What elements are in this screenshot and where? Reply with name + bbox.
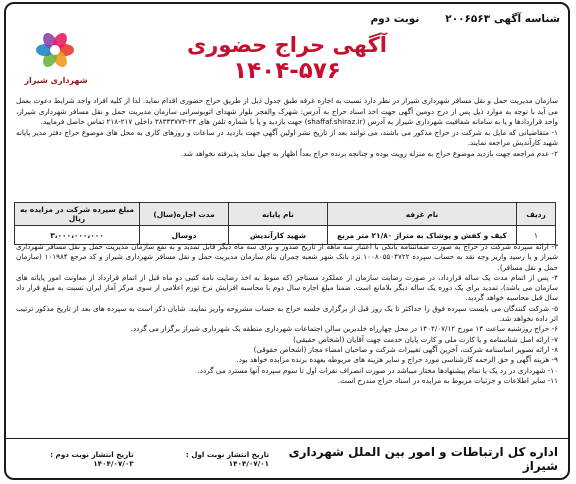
pre-item-1: ۱- متقاضیانی که مایل به شرکت در حراج مذکور می باشند، می توانند بعد از تاریخ نشر اولین آگهی جهت بازدید در ساعات و روزهای کاری به محل های موضوع حراج دفتر مدیر پایانه شهید کارآندیش مراجعه نمایند. <box>16 127 558 148</box>
notice-terms <box>16 242 558 386</box>
table-header-cell: ردیف <box>517 203 556 226</box>
table-header-cell: نام غرفه <box>328 203 517 226</box>
table-cell: شهید کارآندیش <box>229 226 328 245</box>
term-item: ۵- شرکت کنندگان می بایست سپرده فوق را حداکثر تا یک روز قبل از برگزاری جلسه حراج به حساب مشروحه واریز نمایند. شایان ذکر است به سپرده های بعد از تاریخ مذکور ترتیب اثر داده نخواهد شد. <box>16 303 558 324</box>
term-item: ۴- پس از اتمام مدت یک ساله قرارداد، در صورت رضایت سازمان از عملکرد مستاجر (که منوط به اخذ رضایت نامه کتبی دو ماه قبل از اتمام قرارداد از معاونت امور پایانه های سازمان می باشد)، تمدید برای یک دوره یک ساله دیگر بلامانع است. ضمنا مبلغ اجاره سال دوم با محاسبه افزایش نرخ تورم اعلامی از سوی مرکز آمار ایران نسبت به مبلغ قرار داد سال قبل محاسبه خواهد گردید. <box>16 272 558 303</box>
pre-item-2: ۲- عدم مراجعه جهت بازدید موضوع حراج به منزله رویت بوده و چنانچه برنده حراج بعداً اظهار به جهل نماید پذیرفته نخواهد شد. <box>180 148 558 158</box>
notice-turn: نوبت دوم <box>370 13 420 25</box>
footer-dates <box>16 450 269 468</box>
term-item: ۸- ارائه تصویر اساسنامه شرکت، آخرین آگهی تغییرات شرکت و صاحبان امضاء مجاز (اشخاص حقوقی) <box>253 344 558 354</box>
notice-title-main: آگهی حراج حضوری <box>186 33 387 57</box>
term-item: ۶- حراج روزشنبه ساعت ۱۳ مورخ ۱۴۰۴/۰۷/۱۲ در محل چهارراه خلدبرین سالن اجتماعات شهرداری منطقه یک شهرداری شیراز برگزار می گردد. <box>130 324 558 334</box>
table-cell: ۱ <box>517 226 556 245</box>
intro-paragraph: سازمان مدیریت حمل و نقل مسافر شهرداری شیراز در نظر دارد نسبت به اجاره غرفه طبق جدول ذیل از طریق حراج حضوری اقدام نماید. لذا از کلیه افراد واجد شرایط دعوت بعمل می آید با توجه به موارد ذیل پس از درج دومین آگهی جهت اخذ اسناد حراج به آدرس: شهرک والفجر بلوار شهدای اتوبوسرانی سازمان مدیریت حمل و نقل مسافر شهرداری شیراز، واحد قراردادها و یا به سامانه شفافیت شهرداری شیراز به آدرس (shaffaf.shiraz.ir) جهت بازدید و یا با شماره تلفن های ۲۴-۳۸۳۳۳۷۷۳ داخلی ۲۱۷-۲۱۸ تماس حاصل فرمایید. <box>16 96 558 127</box>
term-item: ۱۰- شهرداری در رد یک یا تمام پیشنهادها مختار میباشد در صورت انصراف نفرات اول تا سوم سپرده آنها مسترد می گردد. <box>197 365 558 375</box>
auction-table <box>14 202 556 245</box>
table-header-row <box>15 203 556 226</box>
table-cell: کیف و کفش و پوشاک به متراژ ۲۱/۸۰ متر مربع <box>328 226 517 245</box>
notice-id: شناسه آگهی ۲۰۰۶۵۶۳ <box>445 13 560 25</box>
footer-organization: اداره کل ارتباطات و امور بین الملل شهرداری شیراز <box>288 444 558 473</box>
term-item: ۹- هزینه آگهی و حق الزحمه کارشناسی مورد حراج و سایر هزینه های مربوطه بعهده برنده مزایده خواهد بود. <box>236 355 558 365</box>
table-header-cell: نام پایانه <box>229 203 328 226</box>
table-cell: دوسال <box>140 226 229 245</box>
logo-core <box>50 45 60 55</box>
term-item: ۱۱- سایر اطلاعات و جزئیات مربوط به مزایده در اسناد حراج مندرج است. <box>337 375 558 385</box>
term-item: ۷- ارائه اصل شناسنامه و یا کارت ملی و کارت پایان خدمت جهت آقایان (اشخاص حقیقی) <box>293 334 558 344</box>
notice-page <box>4 2 570 480</box>
notice-title <box>126 32 448 84</box>
notice-footer <box>6 438 568 478</box>
table-cell: ۳،۰۰۰،۰۰۰،۰۰۰ <box>15 226 140 245</box>
publish-date-first: تاریخ انتشار نوبت اول : ۱۴۰۴/۰۷/۰۱ <box>185 449 270 468</box>
table-header-cell: مبلغ سپرده شرکت در مزایده به ریال <box>15 203 140 226</box>
notice-intro <box>16 96 558 160</box>
notice-title-code: ۱۴۰۴-۵۷۶ <box>233 58 341 84</box>
table-header-cell: مدت اجاره(سال) <box>140 203 229 226</box>
term-item: ۳- ارائه سپرده شرکت در حراج به صورت ضمانتنامه بانکی با اعتبار سه ماهه از تاریخ صدور و برای سه ماه دیگر قابل تمدید و به نفع سازمان مدیریت حمل و نقل مسافر شهرداری شیراز و یا رسید واریز وجه نقد به حساب سپرده ۱۰۰۸۰۵۵۰۴۷۲۲ نزد بانک شهر شعبه چمران بنام سازمان مدیریت حمل و نقل مسافر شهرداری شیراز و کد مرجع ۱۰۱۹۸۴ (سازمان حمل و نقل مسافر). <box>16 242 558 272</box>
logo-caption: شهرداری شیراز <box>24 76 88 85</box>
publish-date-second: تاریخ انتشار نوبت دوم : ۱۴۰۴/۰۷/۰۳ <box>50 449 134 468</box>
